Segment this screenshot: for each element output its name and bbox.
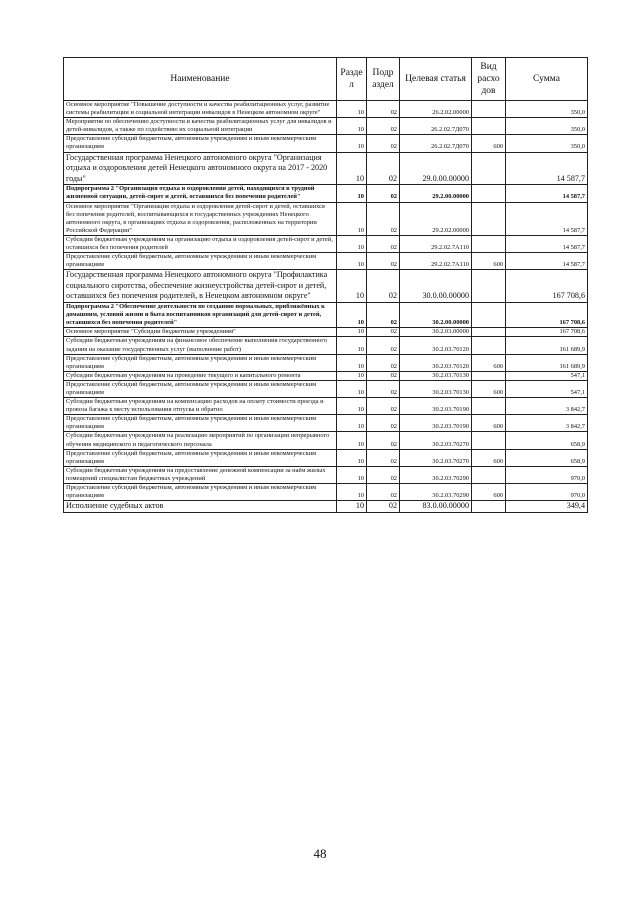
- cell-sum: 167 708,6: [506, 270, 588, 303]
- cell-sum: 14 587,7: [506, 152, 588, 185]
- cell-razdel: 10: [337, 270, 367, 303]
- cell-vid: [472, 235, 506, 252]
- cell-razdel: 10: [337, 135, 367, 152]
- cell-podrazdel: 02: [367, 118, 400, 135]
- cell-podrazdel: 02: [367, 152, 400, 185]
- cell-sum: 167 708,6: [506, 328, 588, 337]
- cell-sum: 161 689,9: [506, 354, 588, 371]
- table-row: [64, 303, 588, 328]
- cell-podrazdel: 02: [367, 354, 400, 371]
- cell-target: 30.2.03.70120: [400, 337, 472, 354]
- cell-target: 30.2.03.00000: [400, 328, 472, 337]
- cell-name: Предоставление субсидий бюджетным, автономным учреждениям и иным некоммерческим организациям: [64, 380, 337, 397]
- cell-target: 29.2.02.7А110: [400, 235, 472, 252]
- cell-vid: [472, 185, 506, 202]
- cell-razdel: 10: [337, 449, 367, 466]
- cell-vid: [472, 118, 506, 135]
- cell-vid: [472, 337, 506, 354]
- cell-sum: 14 587,7: [506, 202, 588, 235]
- cell-podrazdel: 02: [367, 466, 400, 483]
- cell-target: 26.2.02.7Д070: [400, 135, 472, 152]
- cell-sum: 350,0: [506, 135, 588, 152]
- cell-podrazdel: 02: [367, 235, 400, 252]
- table-row: [64, 328, 588, 337]
- cell-razdel: 10: [337, 303, 367, 328]
- cell-target: 30.0.00.00000: [400, 270, 472, 303]
- cell-vid: [472, 501, 506, 513]
- cell-target: 30.2.03.70290: [400, 484, 472, 501]
- cell-sum: 349,4: [506, 501, 588, 513]
- table-row: [64, 253, 588, 270]
- header-vid: Вид расхо дов: [472, 58, 506, 101]
- table-row: [64, 484, 588, 501]
- cell-razdel: 10: [337, 253, 367, 270]
- cell-razdel: 10: [337, 380, 367, 397]
- cell-name: Исполнение судебных актов: [64, 501, 337, 513]
- cell-target: 29.0.00.00000: [400, 152, 472, 185]
- cell-target: 30.2.03.70290: [400, 466, 472, 483]
- cell-vid: [472, 101, 506, 118]
- cell-target: 30.2.03.70190: [400, 415, 472, 432]
- header-name: Наименование: [64, 58, 337, 101]
- cell-sum: 970,0: [506, 466, 588, 483]
- cell-sum: 658,9: [506, 432, 588, 449]
- cell-podrazdel: 02: [367, 303, 400, 328]
- table-row: [64, 270, 588, 303]
- cell-vid: [472, 371, 506, 380]
- cell-sum: 167 708,6: [506, 303, 588, 328]
- cell-razdel: 10: [337, 398, 367, 415]
- cell-razdel: 10: [337, 501, 367, 513]
- cell-target: 30.2.03.70120: [400, 354, 472, 371]
- cell-razdel: 10: [337, 432, 367, 449]
- cell-target: 83.0.00.00000: [400, 501, 472, 513]
- cell-razdel: 10: [337, 371, 367, 380]
- cell-name: Основное мероприятие "Организация отдыха и оздоровления детей-сирот и детей, оставшихся без попечения родителей, воспитывающихся в государственных учреждениях Ненецкого автономного округа, в организациях отдыха и оздоровления, расположенных на территории Российской Федерации": [64, 202, 337, 235]
- cell-podrazdel: 02: [367, 185, 400, 202]
- cell-vid: 600: [472, 484, 506, 501]
- cell-vid: 600: [472, 135, 506, 152]
- cell-podrazdel: 02: [367, 398, 400, 415]
- cell-name: Государственная программа Ненецкого автономного округа "Профилактика социального сиротства, обеспечение жизнеустройства детей-сирот и детей, оставшихся без попечения родителей, в Ненецком автономном округе": [64, 270, 337, 303]
- cell-podrazdel: 02: [367, 371, 400, 380]
- cell-razdel: 10: [337, 337, 367, 354]
- cell-target: 30.2.03.70130: [400, 371, 472, 380]
- cell-podrazdel: 02: [367, 270, 400, 303]
- header-razdel: Разде л: [337, 58, 367, 101]
- cell-vid: 600: [472, 253, 506, 270]
- page-number: 48: [313, 846, 327, 861]
- table-row: [64, 135, 588, 152]
- cell-sum: 3 842,7: [506, 398, 588, 415]
- cell-podrazdel: 02: [367, 380, 400, 397]
- cell-vid: [472, 432, 506, 449]
- cell-podrazdel: 02: [367, 484, 400, 501]
- table-row: [64, 415, 588, 432]
- cell-vid: 600: [472, 449, 506, 466]
- cell-razdel: 10: [337, 202, 367, 235]
- cell-name: Субсидии бюджетным учреждениям на организацию отдыха и оздоровления детей-сирот и детей, оставшихся без попечения родителей: [64, 235, 337, 252]
- cell-razdel: 10: [337, 152, 367, 185]
- cell-sum: 14 587,7: [506, 253, 588, 270]
- cell-sum: 547,1: [506, 371, 588, 380]
- cell-vid: [472, 303, 506, 328]
- cell-target: 29.2.02.7А110: [400, 253, 472, 270]
- cell-sum: 3 842,7: [506, 415, 588, 432]
- table-row: [64, 466, 588, 483]
- cell-target: 30.2.03.70270: [400, 432, 472, 449]
- cell-name: Основное мероприятие "Субсидии бюджетным учреждениям": [64, 328, 337, 337]
- table-row: [64, 235, 588, 252]
- cell-target: 30.2.03.70190: [400, 398, 472, 415]
- cell-name: Субсидии бюджетным учреждениям на финансовое обеспечение выполнения государственного задания на оказание государственных услуг (выполнение работ): [64, 337, 337, 354]
- cell-razdel: 10: [337, 118, 367, 135]
- cell-sum: 161 689,9: [506, 337, 588, 354]
- cell-name: Предоставление субсидий бюджетным, автономным учреждениям и иным некоммерческим организациям: [64, 415, 337, 432]
- cell-sum: 658,9: [506, 449, 588, 466]
- cell-name: Основное мероприятие "Повышение доступности и качества реабилитационных услуг, развитие системы реабилитации и социальной интеграции инвалидов в Ненецком автономном округе": [64, 101, 337, 118]
- table-header-row: [64, 58, 588, 101]
- cell-podrazdel: 02: [367, 135, 400, 152]
- cell-vid: [472, 466, 506, 483]
- cell-razdel: 10: [337, 415, 367, 432]
- cell-name: Мероприятия по обеспечению доступности и качества реабилитационных услуг для инвалидов и детей-инвалидов, а также по содействию их социальной интеграции: [64, 118, 337, 135]
- cell-name: Предоставление субсидий бюджетным, автономным учреждениям и иным некоммерческим организациям: [64, 354, 337, 371]
- table-row: [64, 152, 588, 185]
- cell-podrazdel: 02: [367, 328, 400, 337]
- cell-podrazdel: 02: [367, 202, 400, 235]
- cell-name: Подпрограмма 2 "Организация отдыха и оздоровления детей, находящихся в трудной жизненной ситуации, детей-сирот и детей, оставшихся без попечения родителей": [64, 185, 337, 202]
- cell-name: Предоставление субсидий бюджетным, автономным учреждениям и иным некоммерческим организациям: [64, 135, 337, 152]
- table-row: [64, 354, 588, 371]
- cell-name: Подпрограмма 2 "Обеспечение деятельности по созданию нормальных, приближённых к домашним, условий жизни и быта воспитанников организаций для детей-сирот и детей, оставшихся без попечения родителей": [64, 303, 337, 328]
- cell-name: Субсидии бюджетным учреждениям на предоставление денежной компенсации за наём жилых помещений специалистам бюджетных учреждений: [64, 466, 337, 483]
- cell-sum: 547,1: [506, 380, 588, 397]
- cell-vid: [472, 270, 506, 303]
- header-podrazdel: Подр аздел: [367, 58, 400, 101]
- cell-target: 29.2.02.00000: [400, 202, 472, 235]
- cell-razdel: 10: [337, 354, 367, 371]
- cell-podrazdel: 02: [367, 337, 400, 354]
- cell-vid: [472, 398, 506, 415]
- cell-razdel: 10: [337, 484, 367, 501]
- cell-razdel: 10: [337, 185, 367, 202]
- cell-name: Субсидии бюджетным учреждениям на компенсацию расходов на оплату стоимости проезда и провоза багажа к месту использования отпуска и обратно: [64, 398, 337, 415]
- table-row: [64, 501, 588, 513]
- cell-name: Предоставление субсидий бюджетным, автономным учреждениям и иным некоммерческим организациям: [64, 253, 337, 270]
- table-row: [64, 449, 588, 466]
- table-row: [64, 337, 588, 354]
- cell-podrazdel: 02: [367, 432, 400, 449]
- cell-podrazdel: 02: [367, 415, 400, 432]
- cell-podrazdel: 02: [367, 101, 400, 118]
- cell-sum: 14 587,7: [506, 235, 588, 252]
- cell-vid: 600: [472, 354, 506, 371]
- table-row: [64, 432, 588, 449]
- cell-target: 29.2.00.00000: [400, 185, 472, 202]
- cell-target: 26.2.02.7Д070: [400, 118, 472, 135]
- cell-podrazdel: 02: [367, 253, 400, 270]
- cell-vid: 600: [472, 380, 506, 397]
- table-row: [64, 101, 588, 118]
- header-target: Целевая статья: [400, 58, 472, 101]
- cell-target: 30.2.00.00000: [400, 303, 472, 328]
- table-row: [64, 398, 588, 415]
- cell-vid: [472, 328, 506, 337]
- header-sum: Сумма: [506, 58, 588, 101]
- cell-name: Предоставление субсидий бюджетным, автономным учреждениям и иным некоммерческим организациям: [64, 449, 337, 466]
- table-row: [64, 118, 588, 135]
- cell-sum: 350,0: [506, 101, 588, 118]
- cell-name: Предоставление субсидий бюджетным, автономным учреждениям и иным некоммерческим организациям: [64, 484, 337, 501]
- cell-podrazdel: 02: [367, 449, 400, 466]
- cell-razdel: 10: [337, 235, 367, 252]
- table-row: [64, 185, 588, 202]
- cell-sum: 970,0: [506, 484, 588, 501]
- cell-name: Субсидии бюджетным учреждениям на реализацию мероприятий по организации непрерывного обучения медицинского и педагогического персонала: [64, 432, 337, 449]
- cell-razdel: 10: [337, 466, 367, 483]
- cell-sum: 14 587,7: [506, 185, 588, 202]
- cell-vid: [472, 152, 506, 185]
- cell-podrazdel: 02: [367, 501, 400, 513]
- cell-razdel: 10: [337, 328, 367, 337]
- cell-name: Субсидии бюджетным учреждениям на проведение текущего и капитального ремонта: [64, 371, 337, 380]
- table-row: [64, 380, 588, 397]
- table-row: [64, 371, 588, 380]
- cell-target: 30.2.03.70130: [400, 380, 472, 397]
- cell-razdel: 10: [337, 101, 367, 118]
- cell-vid: [472, 202, 506, 235]
- budget-table: [63, 57, 588, 513]
- cell-vid: 600: [472, 415, 506, 432]
- cell-name: Государственная программа Ненецкого автономного округа "Организация отдыха и оздоровления детей Ненецкого автономного округа на 2017 - 2020 годы": [64, 152, 337, 185]
- table-row: [64, 202, 588, 235]
- cell-target: 26.2.02.00000: [400, 101, 472, 118]
- cell-sum: 350,0: [506, 118, 588, 135]
- budget-table-sheet: [63, 57, 587, 513]
- cell-target: 30.2.03.70270: [400, 449, 472, 466]
